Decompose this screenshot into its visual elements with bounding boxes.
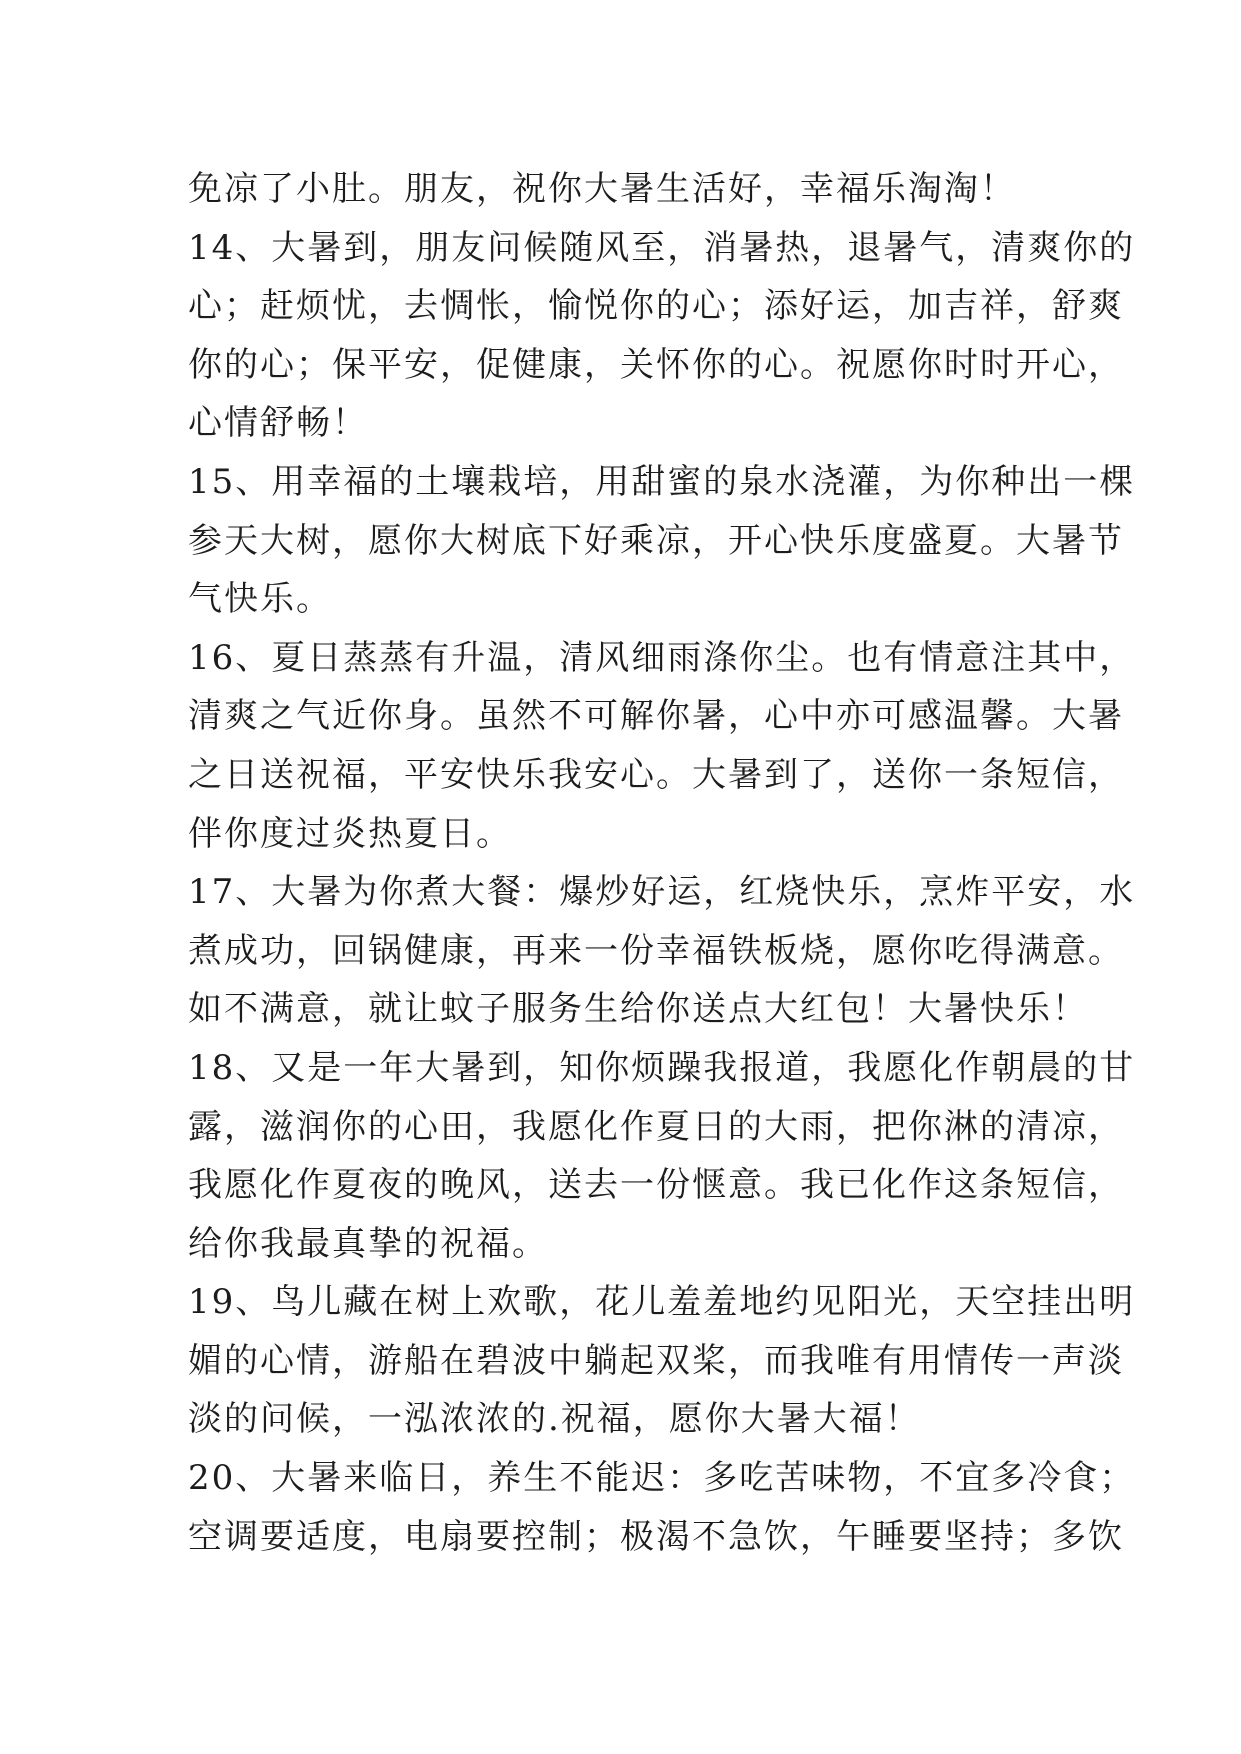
text-line: 媚的心情，游船在碧波中躺起双桨，而我唯有用情传一声淡 bbox=[188, 1340, 1124, 1381]
text-line: 如不满意，就让蚊子服务生给你送点大红包！大暑快乐！ bbox=[188, 989, 1088, 1030]
text-line: 清爽之气近你身。虽然不可解你暑，心中亦可感温馨。大暑 bbox=[188, 696, 1124, 737]
text-line: 伴你度过炎热夏日。 bbox=[188, 813, 512, 854]
text-line: 露，滋润你的心田，我愿化作夏日的大雨，把你淋的清凉， bbox=[188, 1106, 1124, 1147]
text-line: 煮成功，回锅健康，再来一份幸福铁板烧，愿你吃得满意。 bbox=[188, 930, 1124, 971]
text-line: 16、夏日蒸蒸有升温，清风细雨涤你尘。也有情意注其中， bbox=[188, 637, 1136, 678]
text-line: 20、大暑来临日，养生不能迟：多吃苦味物，不宜多冷食； bbox=[188, 1458, 1136, 1499]
text-line: 气快乐。 bbox=[188, 579, 332, 620]
text-line: 18、又是一年大暑到，知你烦躁我报道，我愿化作朝晨的甘 bbox=[188, 1047, 1136, 1088]
text-line: 15、用幸福的土壤栽培，用甜蜜的泉水浇灌，为你种出一棵 bbox=[188, 461, 1136, 502]
text-line: 19、鸟儿藏在树上欢歌，花儿羞羞地约见阳光，天空挂出明 bbox=[188, 1282, 1136, 1323]
text-line: 17、大暑为你煮大餐：爆炒好运，红烧快乐，烹炸平安，水 bbox=[188, 872, 1136, 913]
text-line: 淡的问候，一泓浓浓的.祝福，愿你大暑大福！ bbox=[188, 1399, 921, 1440]
text-line: 空调要适度，电扇要控制；极渴不急饮，午睡要坚持；多饮 bbox=[188, 1516, 1124, 1557]
text-line: 我愿化作夏夜的晚风，送去一份惬意。我已化作这条短信， bbox=[188, 1165, 1124, 1206]
text-line: 给你我最真挚的祝福。 bbox=[188, 1223, 548, 1264]
text-line: 免凉了小肚。朋友，祝你大暑生活好，幸福乐淘淘！ bbox=[188, 169, 1016, 209]
body-text bbox=[188, 160, 1136, 1566]
text-line: 参天大树，愿你大树底下好乘凉，开心快乐度盛夏。大暑节 bbox=[188, 520, 1124, 561]
text-line: 心情舒畅！ bbox=[188, 403, 368, 444]
text-line: 14、大暑到，朋友问候随风至，消暑热，退暑气，清爽你的 bbox=[188, 227, 1136, 268]
text-line: 心；赶烦忧，去惆怅，愉悦你的心；添好运，加吉祥，舒爽 bbox=[188, 286, 1124, 327]
text-line: 你的心；保平安，促健康，关怀你的心。祝愿你时时开心， bbox=[188, 344, 1124, 385]
text-line: 之日送祝福，平安快乐我安心。大暑到了，送你一条短信， bbox=[188, 754, 1124, 795]
